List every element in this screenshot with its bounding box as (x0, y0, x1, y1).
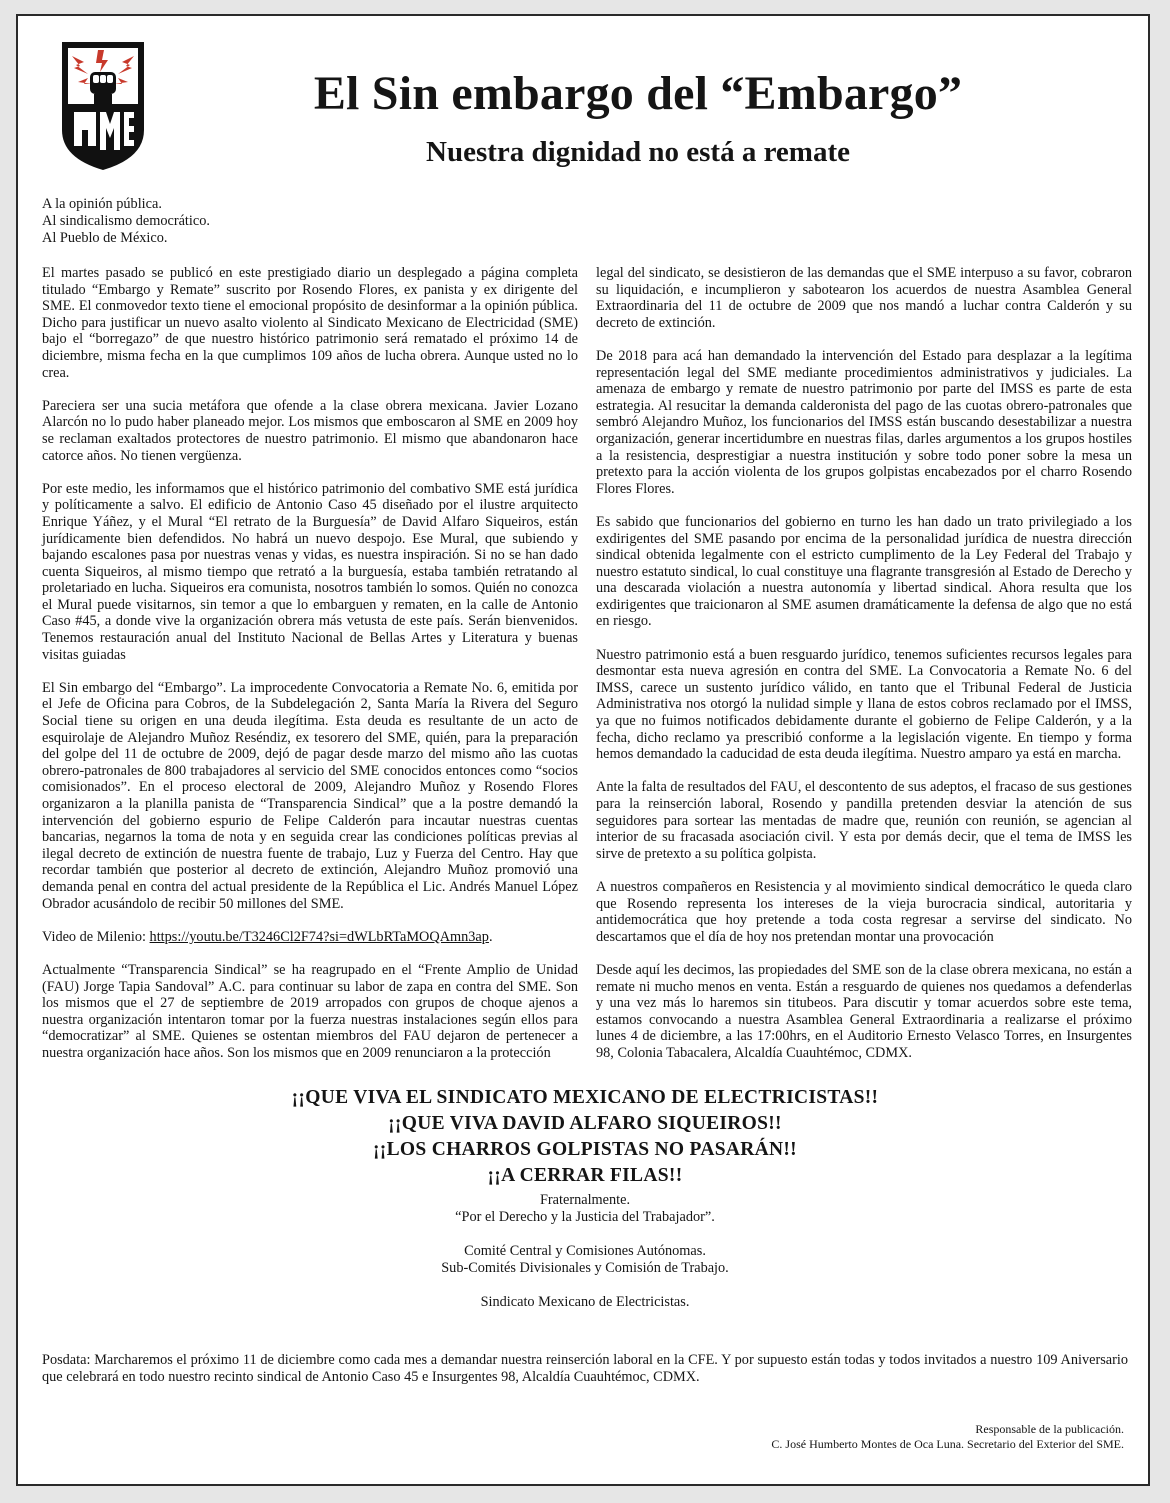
paragraph: Es sabido que funcionarios del gobierno en turno les han dado un trato privilegiado a los exdirigentes del SME pasando por encima de la personalidad jurídica de nuestra dirección sindical obtenida legalmente con el estricto cumplimento de la Ley Federal del Trabajo y nuestro estatuto sindical, lo cual constituye una flagrante transgresión al Estado de Derecho y una descarada violación a nuestra autonomía y libertad sindical. Ahora resulta que los exdirigentes que traicionaron al SME asumen dramáticamente la defensa de algo que no está en riesgo. (596, 513, 1132, 630)
closing-signature (42, 1192, 1128, 1328)
responsible-name: C. José Humberto Montes de Oca Luna. Secretario del Exterior del SME. (771, 1437, 1124, 1451)
closing-union: Sindicato Mexicano de Electricistas. (480, 1294, 690, 1310)
responsible-label: Responsable de la publicación. (975, 1422, 1124, 1436)
slogan: ¡¡LOS CHARROS GOLPISTAS NO PASARÁN!! (373, 1139, 797, 1160)
paragraph: De 2018 para acá han demandado la intervención del Estado para desplazar a la legítima representación legal del SME mediante procedimientos administrativos y judiciales. La amenaza de embargo y remate de nuestro patrimonio por parte del IMSS es parte de esta estrategia. Al resucitar la demanda calderonista del pago de las cuotas obrero-patronales que sembró Alejandro Muñoz, los funcionarios del IMSS están buscando desestabilizar a nuestra organización, generar incertidumbre en nuestras filas, darles argumentos a los grupos hostiles a la resistencia, desprestigiar a nuestra institución y sobre todo poner sobre la mesa un pretexto para la acción violenta de los grupos golpistas encabezados por el charro Rosendo Flores Flores. (596, 347, 1132, 497)
paragraph: legal del sindicato, se desistieron de las demandas que el SME interpuso a su favor, cobraron su liquidación, e incumplieron y sabotearon los acuerdos de nuestra Asamblea General Extraordinaria del 11 de octubre de 2009 que nos mandó a luchar contra Calderón y su decreto de extinción. (596, 265, 1132, 331)
paragraph: Actualmente “Transparencia Sindical” se ha reagrupado en el “Frente Amplio de Unidad (FAU) Jorge Tapia Sandoval” A.C. para continuar su labor de zapa en contra del SME. Son los mismos que el 27 de septiembre de 2019 arropados con grupos de choque ajenos a nuestra organización intentaron tomar por la fuerza nuestras instalaciones según ellos para “democratizar” al SME. Quienes se ostentan miembros del FAU dejaron de pertenecer a nuestra organización hace años. Son los mismos que en 2009 renunciaron a la protección (42, 961, 578, 1061)
slogan: ¡¡QUE VIVA DAVID ALFARO SIQUEIROS!! (388, 1113, 782, 1134)
right-column (596, 265, 1132, 1078)
closing-union-block (42, 1294, 1128, 1311)
paragraph: Por este medio, les informamos que el histórico patrimonio del combativo SME está jurídica y políticamente a salvo. El edificio de Antonio Caso 45 diseñado por el ilustre arquitecto Enrique Yáñez, y el Mural “El retrato de la Burguesía” de David Alfaro Siqueiros, están jurídicamente bien defendidos. No habrá un nuevo despojo. Ese Mural, que subiendo y bajando escalones pasa por nuestras venas y vidas, es nuestra inspiración. Si no se han dado cuenta Siqueiros, al mismo tiempo que retrató a la burguesía, estaba también retratando al proletariado en lucha. Siqueiros era comunista, nosotros también lo somos. Quién no conozca el Mural puede visitarnos, sin temor a que lo embarguen y rematen, en la calle de Antonio Caso #45, a donde vive la organización obrera más vetusta de este país. Serán bienvenidos. Tenemos restauración anual del Instituto Nacional de Bellas Artes y Literatura y buenas visitas guiadas (42, 480, 578, 663)
paragraph: Nuestro patrimonio está a buen resguardo jurídico, tenemos suficientes recursos legales para desmontar esta nueva agresión en contra del SME. La Convocatoria a Remate No. 6 del IMSS, carece un sustento jurídico válido, en tanto que el Tribunal Federal de Justicia Administrativa nos otorgó la nulidad simple y llana de estos cobros reclamado por el IMSS, ya que no fuimos notificados debidamente durante el gobierno de Felipe Calderón, y a la fecha, dicho reclamo ya prescribió conforme a la legislación vigente. En tiempo y forma hemos demandado la caducidad de esta deuda ilegítima. Nuestro amparo ya está en marcha. (596, 646, 1132, 763)
paragraph: El martes pasado se publicó en este prestigiado diario un desplegado a página completa titulado “Embargo y Remate” suscrito por Rosendo Flores, ex panista y ex dirigente del SME. El conmovedor texto tiene el emocional propósito de desinformar a la opinión pública. Dicho para justificar un nuevo asalto violento al Sindicato Mexicano de Electricidad (SME) bajo el “borregazo” de que nuestro histórico patrimonio será rematado el próximo 14 de diciembre, misma fecha en la que cumplimos 109 años de lucha obrera. Aunque usted no lo crea. (42, 265, 578, 381)
salutation-line: A la opinión pública. (42, 196, 162, 212)
left-column (42, 265, 578, 1078)
video-reference (42, 929, 578, 946)
publication-responsible (771, 1422, 1124, 1452)
video-link[interactable]: https://youtu.be/T3246Cl2F74?si=dWLbRTaMOQAmn3ap (149, 928, 489, 945)
sme-logo-icon (58, 38, 148, 174)
paragraph: Ante la falta de resultados del FAU, el descontento de sus adeptos, el fracaso de sus gestiones para la reinserción laboral, Rosendo y pandilla pretenden desviar la atención de sus seguidores para sortear las mentadas de madre que, reunión con reunión, se agencian al interior de su fracasada asociación civil. Y esta por demás decir, que el tema de IMSS les sirve de pretexto a su política golpista. (596, 779, 1132, 862)
salutation-line: Al Pueblo de México. (42, 230, 168, 246)
paragraph: Pareciera ser una sucia metáfora que ofende a la clase obrera mexicana. Javier Lozano Alarcón no lo pudo haber planeado mejor. Los mismos que emboscaron al SME en 2009 hoy se reclaman exaltados protectores de nuestro patrimonio. El mismo que abandonaron hace catorce años. No tienen vergüenza. (42, 397, 578, 464)
closing-fraternal: Fraternalmente. (539, 1192, 631, 1208)
video-end: . (488, 928, 493, 945)
closing-committee: Sub-Comités Divisionales y Comisión de Trabajo. (441, 1260, 729, 1276)
paragraph: Desde aquí les decimos, las propiedades del SME son de la clase obrera mexicana, no están a remate ni mucho menos en venta. Están a resguardo de quienes nos quedamos a defenderlas y una vez más lo haremos sin titubeos. Para discutir y tomar acuerdos sobre este tema, estamos convocando a nuestra Asamblea General Extraordinaria a realizarse el próximo lunes 4 de diciembre, a las 17:00hrs, en el Auditorio Ernesto Velasco Torres, en Insurgentes 98, Colonia Tabacalera, Alcaldía Cuauhtémoc, CDMX. (596, 961, 1132, 1061)
closing-motto: “Por el Derecho y la Justicia del Trabajador”. (455, 1209, 715, 1225)
paragraph: A nuestros compañeros en Resistencia y al movimiento sindical democrático le queda claro que Rosendo representa los intereses de la vieja burocracia sindical, autoritaria y antidemocrática que hoy pretende a toda costa regresar a servirse del sindicato. No descartamos que el día de hoy nos pretendan montar una provocación (596, 878, 1132, 945)
slogans (42, 1085, 1128, 1189)
salutation (42, 196, 582, 247)
closing-committee: Comité Central y Comisiones Autónomas. (464, 1243, 706, 1259)
newspaper-page (16, 14, 1150, 1486)
page-title: El Sin embargo del “Embargo” (313, 67, 963, 120)
slogan: ¡¡A CERRAR FILAS!! (487, 1165, 683, 1186)
closing-committees-block (42, 1243, 1128, 1277)
slogan: ¡¡QUE VIVA EL SINDICATO MEXICANO DE ELECTRICISTAS!! (291, 1087, 879, 1108)
postdata: Posdata: Marcharemos el próximo 11 de diciembre como cada mes a demandar nuestra reinserción laboral en la CFE. Y por supuesto están todas y todos invitados a nuestro 109 Aniversario que celebrará en todo nuestro recinto sindical de Antonio Caso 45 e Insurgentes 98, Alcaldía Cuauhtémoc, CDMX. (42, 1352, 1128, 1385)
video-label: Video de Milenio: (42, 928, 150, 945)
salutation-line: Al sindicalismo democrático. (42, 213, 210, 229)
closing-fraternal-block (42, 1192, 1128, 1226)
page-subtitle: Nuestra dignidad no está a remate (426, 136, 850, 168)
paragraph: El Sin embargo del “Embargo”. La improcedente Convocatoria a Remate No. 6, emitida por el Jefe de Oficina para Cobros, de la Subdelegación 2, Santa María la Rivera del Seguro Social tiene su origen en una deuda ilegítima. Esta deuda es resultante de un acto de esquirolaje de Alejandro Muñoz Reséndiz, ex tesorero del SME, quién, para la preparación del golpe del 11 de octubre de 2009, dejó de pagar desde marzo del mismo año las cuotas obrero-patronales de 800 trabajadores al servicio del SME conocidos entonces como “socios comisionados”. En el proceso electoral de 2009, Alejandro Muñoz y Rosendo Flores organizaron a la planilla panista de “Transparencia Sindical” que a la postre demandó la intervención del gobierno espurio de Felipe Calderón para incautar nuestras cuentas bancarias, negarnos la toma de nota y en seguida crear las condiciones políticas previas al ilegal decreto de extinción de nuestra fuente de trabajo, Luz y Fuerza del Centro. Hay que recordar también que posterior al decreto de extinción, Alejandro Muñoz promovió una demanda penal en contra del actual presidente de la República el Lic. Andrés Manuel López Obrador acusándolo de recibir 50 millones del SME. (42, 679, 578, 912)
